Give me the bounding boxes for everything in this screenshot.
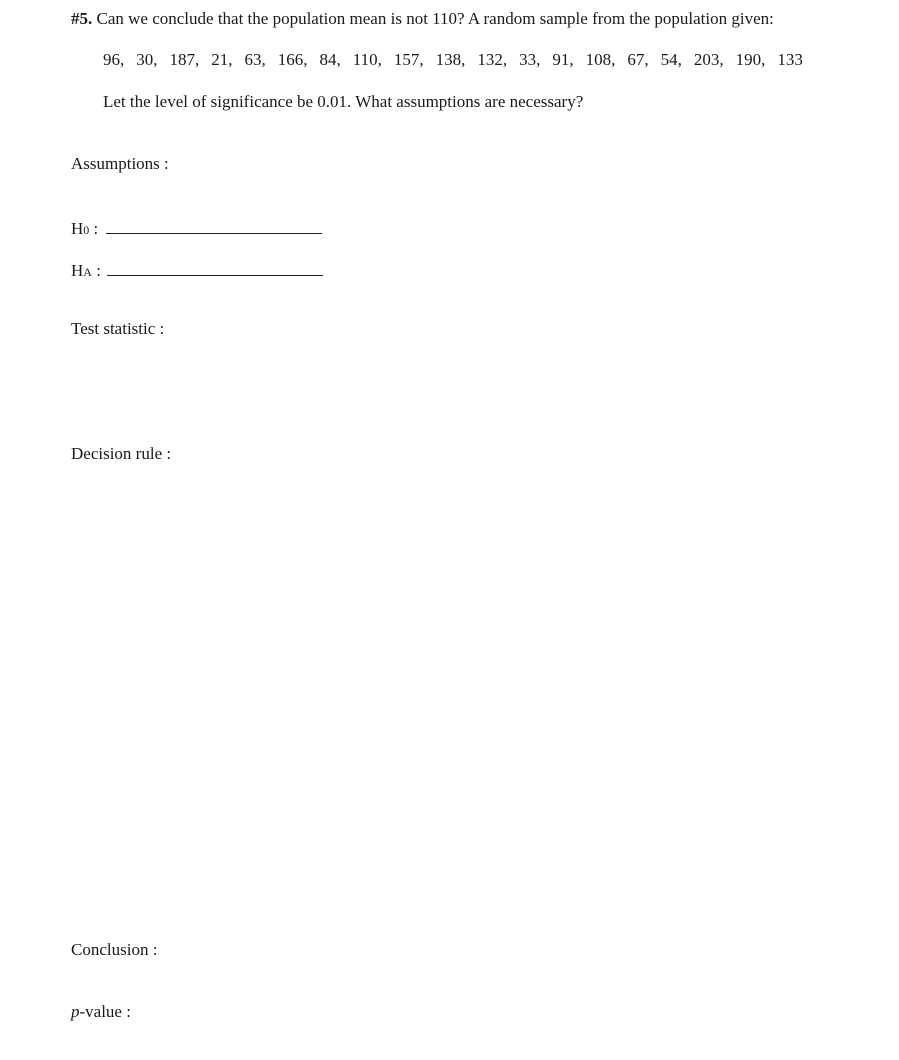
ha-colon: : [91,261,101,280]
decision-rule-label: Decision rule : [71,444,172,463]
significance-text: Let the level of significance be 0.01. What assumptions are necessary? [103,92,584,111]
p-value-rest: -value : [79,1002,131,1021]
question-text: Can we conclude that the population mean is not 110? A random sample from the population given: [96,9,774,28]
sample-value: 203 [693,50,720,69]
sample-value: 157 [393,50,420,69]
sample-separator: , [719,50,724,69]
sample-value: 21 [211,50,229,69]
sample-separator: , [611,50,616,69]
sample-gap [382,49,394,71]
sample-value: 108 [585,50,612,69]
sample-value: 110 [352,50,378,69]
sample-value: 30 [136,50,154,69]
sample-separator: , [644,50,649,69]
sample-gap [465,49,477,71]
sample-value: 190 [735,50,762,69]
sample-value: 138 [435,50,462,69]
sample-gap [199,49,211,71]
sample-values [103,49,803,71]
sample-separator: , [153,50,158,69]
sample-value: 91 [552,50,570,69]
sample-value: 132 [477,50,503,69]
alternative-hypothesis-line [71,258,323,283]
h0-colon: : [89,219,99,238]
sample-separator: , [502,50,508,69]
p-value-italic-p: p [71,1002,80,1021]
sample-value: 33 [519,50,537,69]
sample-gap [724,49,736,71]
sample-separator: , [536,50,541,69]
sample-separator: , [336,50,341,69]
test-statistic-label: Test statistic : [71,319,165,338]
question-number: #5. [71,9,93,28]
h0-label [71,218,98,241]
sample-value: 133 [777,50,803,69]
sample-gap [266,49,278,71]
ha-label [71,260,101,283]
sample-separator: , [569,50,574,69]
sample-gap [507,49,519,71]
sample-value: 96 [103,50,120,69]
assumptions-label: Assumptions : [71,154,169,173]
sample-separator: , [303,50,308,69]
sample-gap [158,49,170,71]
sample-gap [308,49,320,71]
sample-separator: , [195,50,200,69]
sample-value: 54 [660,50,678,69]
sample-value: 63 [244,50,262,69]
sample-gap [341,49,353,71]
p-value-label [71,1001,131,1023]
h0-letter: H [71,219,84,238]
sample-gap [615,49,627,71]
sample-gap [540,49,552,71]
sample-gap [233,49,245,71]
sample-value: 67 [627,50,645,69]
sample-value: 84 [319,50,337,69]
ha-blank[interactable] [107,258,323,276]
sample-separator: , [461,50,466,69]
sample-value: 166 [277,50,304,69]
h0-subscript: 0 [83,223,90,237]
sample-value: 187 [169,50,195,69]
sample-separator: , [419,50,424,69]
conclusion-label: Conclusion : [71,940,158,959]
question-prompt [71,8,774,30]
sample-separator: , [261,50,266,69]
sample-gap [649,49,661,71]
sample-separator: , [120,50,125,69]
h0-blank[interactable] [106,216,322,234]
sample-gap [765,49,777,71]
sample-separator: , [377,50,382,69]
sample-separator: , [677,50,682,69]
sample-gap [574,49,586,71]
sample-gap [124,49,136,71]
null-hypothesis-line [71,216,322,241]
sample-separator: , [228,50,233,69]
sample-separator: , [761,50,766,69]
ha-letter: H [71,261,84,280]
sample-gap [682,49,694,71]
ha-subscript: A [83,265,92,279]
sample-gap [424,49,436,71]
